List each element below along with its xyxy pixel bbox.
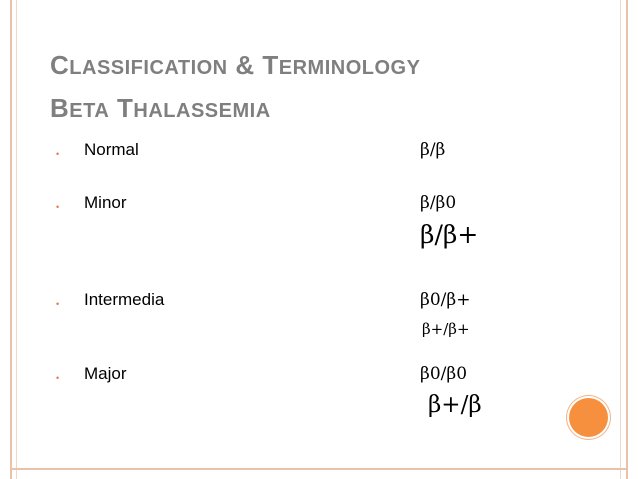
list-item-intermedia	[0, 290, 638, 320]
list-item-label: Major	[84, 364, 127, 383]
genotype: β+/β	[428, 392, 482, 418]
list-item-label: Minor	[84, 193, 127, 212]
slide-title	[50, 46, 420, 132]
frame-right-line	[626, 0, 628, 479]
title-line-1: CLASSIFICATION & TERMINOLOGY	[50, 50, 421, 80]
frame-right-inner-line	[620, 0, 621, 479]
frame-left-inner-line	[16, 0, 17, 479]
genotype: β0/β+	[420, 290, 471, 310]
list-item-label: Normal	[84, 140, 139, 159]
genotype: β0/β0	[420, 364, 468, 384]
list-item-normal	[0, 140, 638, 170]
genotype: β/β+	[420, 220, 479, 249]
list-item-label: Intermedia	[84, 290, 165, 309]
frame-bottom-line	[10, 468, 628, 470]
title-line-2: BETA THALASSEMIA	[50, 93, 271, 123]
list-item-major	[0, 364, 638, 394]
bullet-icon: •	[56, 373, 60, 383]
list-item-minor	[0, 193, 638, 223]
decorative-circle-icon	[569, 398, 608, 437]
bullet-icon: •	[56, 299, 60, 309]
genotype: β/β0	[420, 193, 457, 213]
genotype: β/β	[420, 140, 446, 160]
bullet-icon: •	[56, 149, 60, 159]
genotype: β+/β+	[422, 320, 470, 338]
frame-left-line	[10, 0, 12, 479]
bullet-icon: •	[56, 202, 60, 212]
